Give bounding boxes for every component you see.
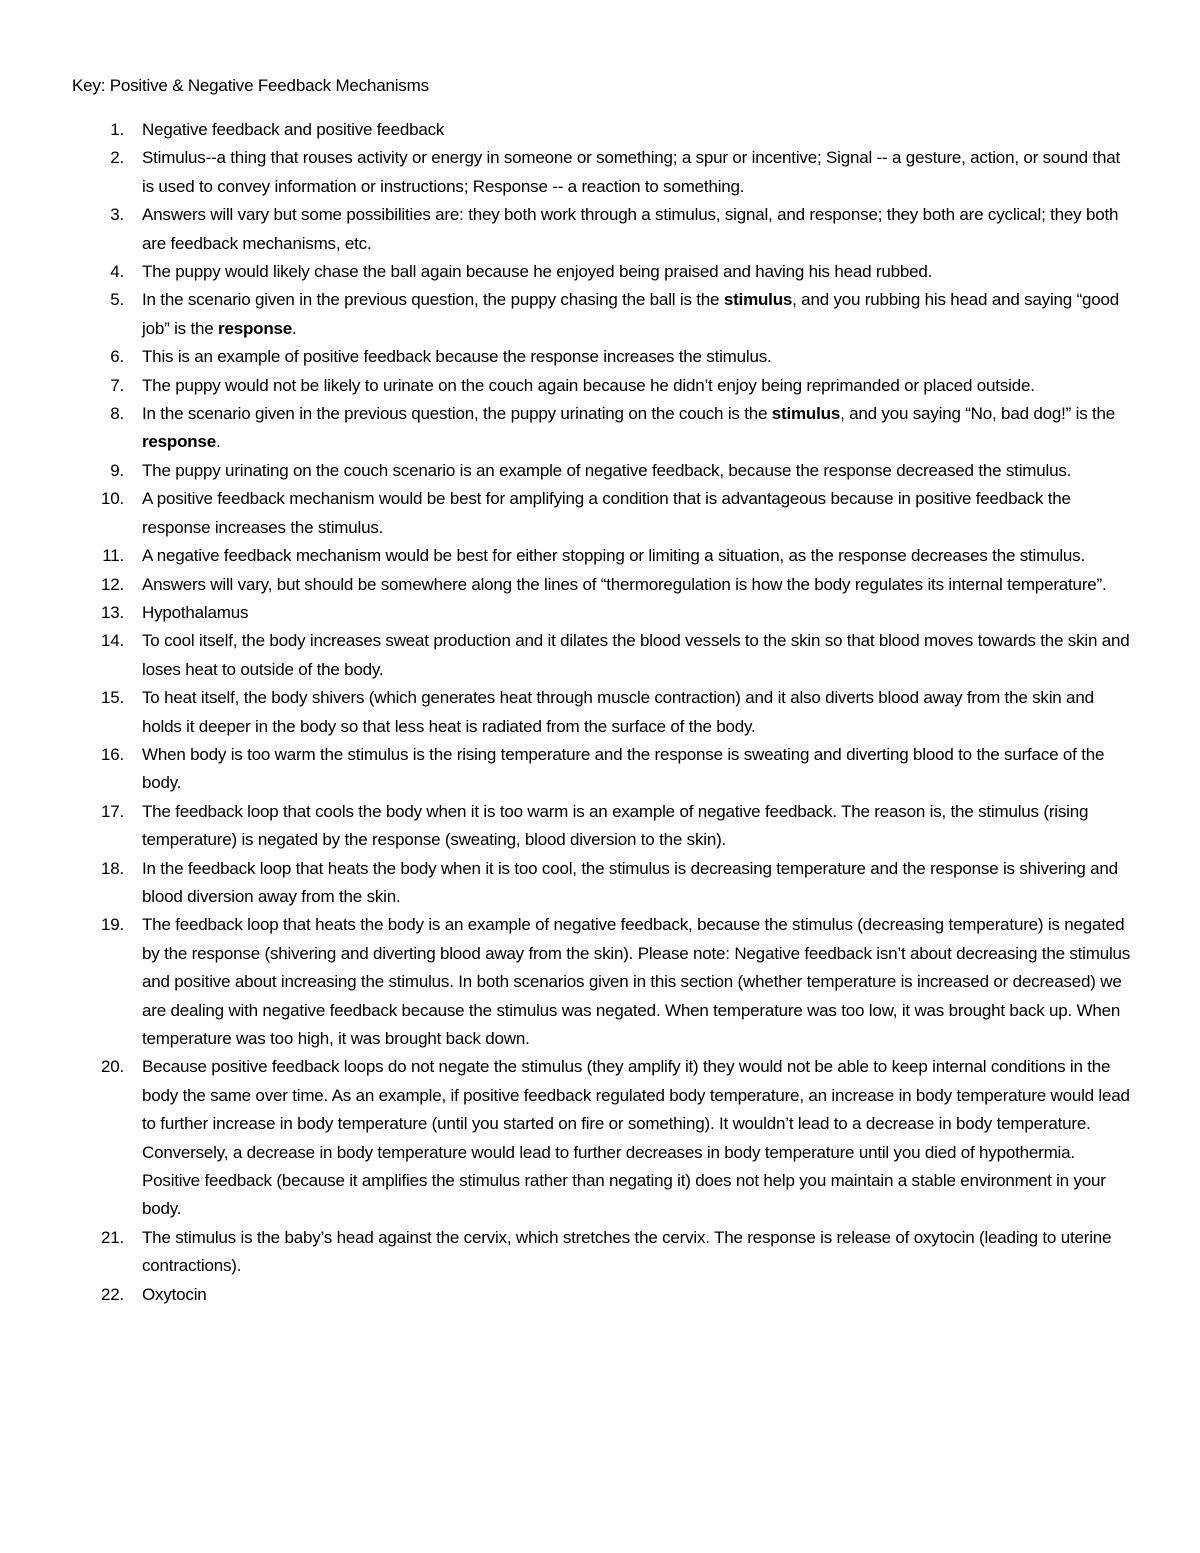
answer-item — [72, 286, 1132, 343]
answer-text — [142, 376, 1035, 395]
answer-text-segment: The puppy would likely chase the ball again because he enjoyed being praised and having his head rubbed. — [142, 262, 933, 282]
answer-text-segment: Because positive feedback loops do not negate the stimulus (they amplify it) they would not be able to keep internal conditions in the body the same over time. As an example, if positive feedback regulated body temperature, an increase in body temperature would lead to further increase in body temperature (until you started on fire or something). It wouldn’t lead to a decrease in body temperature. Conversely, a decrease in body temperature would lead to further decreases in body temperature until you died of hypothermia. Positive feedback (because it amplifies the stimulus rather than negating it) does not help you maintain a stable environment in your body. — [142, 1057, 1130, 1219]
answer-text-segment: Stimulus--a thing that rouses activity or energy in someone or something; a spur or incentive; Signal -- a gesture, action, or sound that is used to convey information or instructions; Response -- a reaction to something. — [142, 148, 1120, 196]
answer-number: 13. — [100, 602, 124, 622]
answer-number: 9. — [110, 460, 124, 480]
answer-text-segment: A negative feedback mechanism would be best for either stopping or limiting a situation, as the response decreases the stimulus. — [142, 546, 1085, 566]
answer-number: 8. — [110, 404, 124, 424]
answer-text — [142, 262, 932, 281]
answer-number: 4. — [110, 262, 124, 282]
answer-number: 3. — [110, 205, 124, 225]
answer-text-segment: Negative feedback and positive feedback — [142, 120, 445, 139]
answer-keyword: response — [142, 432, 216, 452]
answer-item — [72, 116, 1132, 144]
answer-text — [142, 745, 1104, 792]
answer-text — [142, 859, 1118, 906]
answer-number: 1. — [110, 120, 124, 139]
answer-number: 11. — [102, 546, 124, 566]
answer-text-segment: In the scenario given in the previous question, the puppy urinating on the couch is the — [142, 404, 772, 424]
answer-text-segment: . — [292, 318, 297, 338]
answer-keyword: stimulus — [723, 290, 793, 310]
answer-text-segment: The puppy urinating on the couch scenario is an example of negative feedback, because the response decreased the stimulus. — [142, 460, 1072, 480]
answer-item — [72, 1281, 1132, 1309]
answer-text-segment: In the scenario given in the previous question, the puppy chasing the ball is the — [142, 290, 724, 310]
answer-text-segment: When body is too warm the stimulus is the rising temperature and the response is sweating and diverting blood to the surface of the body. — [142, 744, 1105, 793]
answer-text — [142, 120, 444, 139]
answer-text — [142, 575, 1107, 594]
answer-number: 21. — [100, 1227, 124, 1247]
answer-text — [142, 915, 1130, 1048]
answer-item — [72, 911, 1132, 1053]
answer-text-segment: A positive feedback mechanism would be best for amplifying a condition that is advantageous because in positive feedback the response increases the stimulus. — [142, 489, 1071, 537]
answer-text-segment: Answers will vary but some possibilities are: they both work through a stimulus, signal, and response; they both are cyclical; they both are feedback mechanisms, etc. — [142, 205, 1119, 253]
answer-text-segment: Answers will vary, but should be somewhere along the lines of “thermoregulation is how the body regulates its internal temperature”. — [142, 574, 1107, 594]
answer-text — [142, 148, 1120, 195]
answer-item — [72, 400, 1132, 457]
answer-number: 16. — [100, 744, 124, 764]
answer-item — [72, 855, 1132, 912]
answer-number: 5. — [110, 290, 124, 310]
answer-text — [142, 205, 1118, 252]
answer-text-segment: To cool itself, the body increases sweat production and it dilates the blood vessels to the skin so that blood moves towards the skin and loses heat to outside of the body. — [142, 631, 1130, 679]
answer-number: 17. — [100, 801, 124, 821]
answer-text — [142, 461, 1071, 480]
answer-item — [72, 798, 1132, 855]
answer-number: 7. — [110, 375, 124, 395]
answer-text-segment: The puppy would not be likely to urinate on the couch again because he didn’t enjoy being reprimanded or placed outside. — [142, 375, 1035, 395]
answer-number: 15. — [100, 688, 124, 708]
answer-text-segment: To heat itself, the body shivers (which generates heat through muscle contraction) and it also diverts blood away from the skin and holds it deeper in the body so that less heat is radiated from the surface of the body. — [142, 688, 1094, 736]
answer-item — [72, 485, 1132, 542]
answer-text — [142, 290, 1119, 337]
answer-number: 14. — [100, 631, 124, 651]
answer-item — [72, 258, 1132, 286]
answer-item — [72, 599, 1132, 627]
answer-number: 6. — [110, 347, 124, 367]
answer-number: 2. — [110, 148, 124, 168]
answer-text — [142, 603, 248, 622]
answer-text — [142, 347, 772, 366]
answer-text — [142, 802, 1088, 849]
answer-number: 10. — [100, 489, 124, 509]
answer-text-segment: . — [216, 432, 221, 452]
answer-keyword: response — [218, 318, 293, 338]
answer-keyword: stimulus — [771, 404, 841, 424]
answer-text — [142, 1057, 1130, 1218]
answer-number: 19. — [100, 915, 124, 935]
answer-text-segment: The stimulus is the baby’s head against the cervix, which stretches the cervix. The response is release of oxytocin (leading to uterine contractions). — [142, 1227, 1112, 1276]
answer-text — [142, 631, 1130, 678]
answer-text-segment: The feedback loop that heats the body is an example of negative feedback, because the stimulus (decreasing temperature) is negated by the response (shivering and diverting blood away from the skin). Please note: Negative feedback isn’t about decreasing the stimulus and positive about increasing the stimulus. In both scenarios given in this section (whether temperature is increased or decreased) we are dealing with negative feedback because the stimulus was negated. When temperature was too low, it was brought back up. When temperature was too high, it was brought back down. — [142, 915, 1131, 1048]
answer-number: 20. — [100, 1057, 124, 1077]
answer-item — [72, 571, 1132, 599]
answer-item — [72, 684, 1132, 741]
answer-text-segment: Hypothalamus — [142, 602, 249, 622]
answer-number: 12. — [100, 574, 124, 594]
answer-text-segment: In the feedback loop that heats the body when it is too cool, the stimulus is decreasing temperature and the response is shivering and blood diversion away from the skin. — [142, 858, 1118, 906]
answer-text-segment: , and you saying “No, bad dog!” is the — [840, 404, 1116, 424]
answer-text — [142, 546, 1085, 565]
answer-text-segment: Oxytocin — [142, 1284, 207, 1304]
answer-item — [72, 372, 1132, 400]
answer-text — [142, 489, 1071, 536]
answer-item — [72, 343, 1132, 371]
answer-item — [72, 542, 1132, 570]
answer-item — [72, 457, 1132, 485]
answer-item — [72, 1224, 1132, 1281]
answer-text — [142, 1228, 1111, 1275]
answer-item — [72, 201, 1132, 258]
answer-number: 22. — [100, 1284, 124, 1304]
document-title: Key: Positive & Negative Feedback Mechanisms — [72, 76, 429, 95]
answer-text-segment: The feedback loop that cools the body when it is too warm is an example of negative feedback. The reason is, the stimulus (rising temperature) is negated by the response (sweating, blood diversion to the skin). — [142, 801, 1089, 850]
answer-text — [142, 404, 1115, 451]
answer-list — [72, 116, 1132, 1309]
answer-item — [72, 627, 1132, 684]
answer-item — [72, 144, 1132, 201]
answer-text — [142, 688, 1094, 735]
answer-text — [142, 1285, 207, 1304]
answer-text-segment: This is an example of positive feedback because the response increases the stimulus. — [142, 347, 772, 367]
answer-text-segment: , and you rubbing his head and saying “good job” is the — [142, 290, 1120, 338]
answer-item — [72, 741, 1132, 798]
answer-number: 18. — [100, 858, 124, 878]
answer-item — [72, 1053, 1132, 1223]
